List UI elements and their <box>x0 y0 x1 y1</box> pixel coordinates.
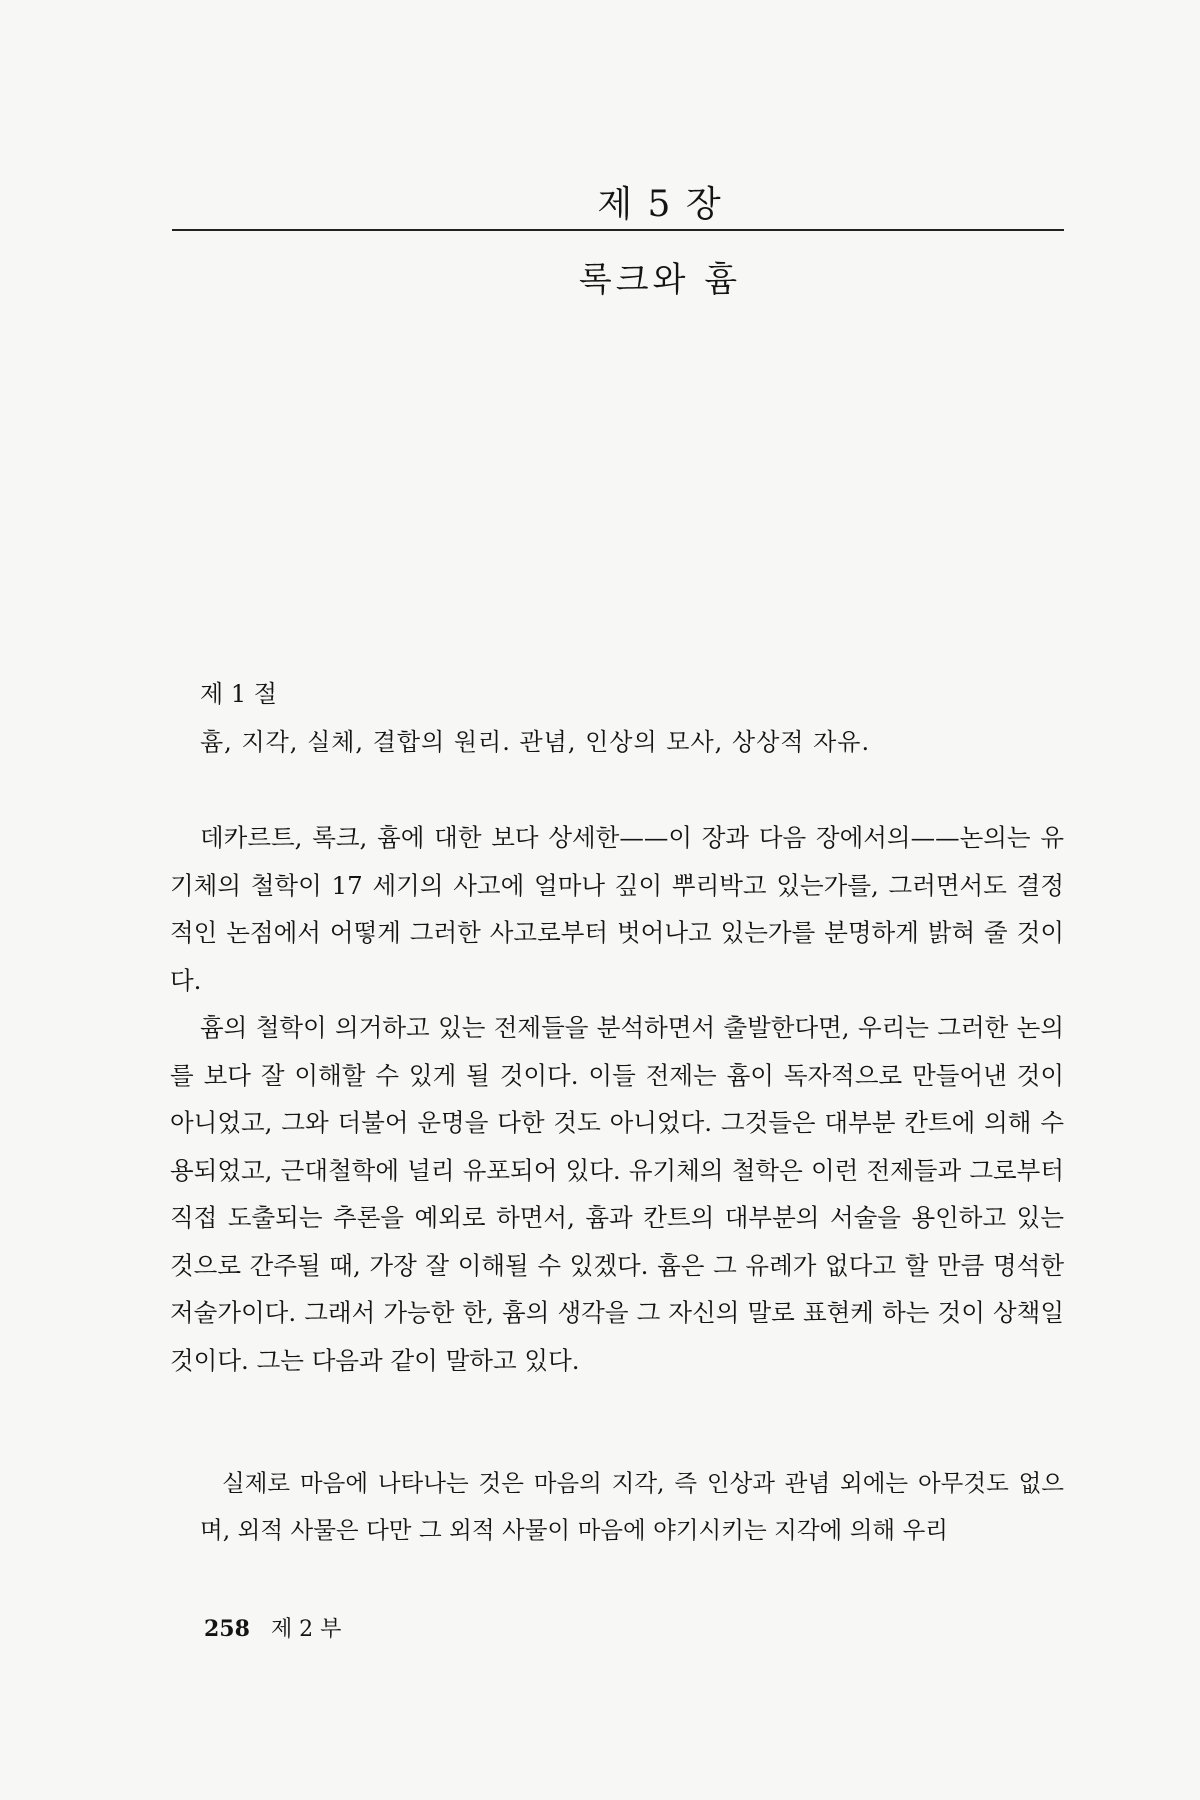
body-text <box>170 814 1064 1384</box>
block-quote <box>200 1460 1064 1554</box>
paragraph: 흄의 철학이 의거하고 있는 전제들을 분석하면서 출발한다면, 우리는 그러한 논의를 보다 잘 이해할 수 있게 될 것이다. 이들 전제는 흄이 독자적으로 만들어낸 것이 아니었고, 그와 더불어 운명을 다한 것도 아니었다. 그것들은 대부분 칸트에 의해 수용되었고, 근대철학에 널리 유포되어 있다. 유기체의 철학은 이런 전제들과 그로부터 직접 도출되는 추론을 예외로 하면서, 흄과 칸트의 대부분의 서술을 용인하고 있는 것으로 간주될 때, 가장 잘 이해될 수 있겠다. 흄은 그 유례가 없다고 할 만큼 명석한 저술가이다. 그래서 가능한 한, 흄의 생각을 그 자신의 말로 표현케 하는 것이 상책일 것이다. 그는 다음과 같이 말하고 있다. <box>170 1013 1064 1375</box>
section-label: 제 1 절 <box>200 680 277 708</box>
chapter-title: 록크와 흄 <box>578 260 742 300</box>
paragraph: 데카르트, 록크, 흄에 대한 보다 상세한——이 장과 다음 장에서의——논의는 유기체의 철학이 17 세기의 사고에 얼마나 깊이 뿌리박고 있는가를, 그러면서도 결정적인 논점에서 어떻게 그러한 사고로부터 벗어나고 있는가를 분명하게 밝혀 줄 것이다. <box>170 823 1064 995</box>
page-footer <box>204 1612 341 1643</box>
part-label: 제 2 부 <box>270 1617 342 1642</box>
page-number: 258 <box>204 1616 250 1642</box>
chapter-rule <box>172 229 1064 231</box>
chapter-number: 제 5 장 <box>597 184 723 225</box>
quote-text: 실제로 마음에 나타나는 것은 마음의 지각, 즉 인상과 관념 외에는 아무것도 없으며, 외적 사물은 다만 그 외적 사물이 마음에 야기시키는 지각에 의해 우리 <box>200 1469 1064 1544</box>
section-heading: 흄, 지각, 실체, 결합의 원리. 관념, 인상의 모사, 상상적 자유. <box>200 728 871 756</box>
